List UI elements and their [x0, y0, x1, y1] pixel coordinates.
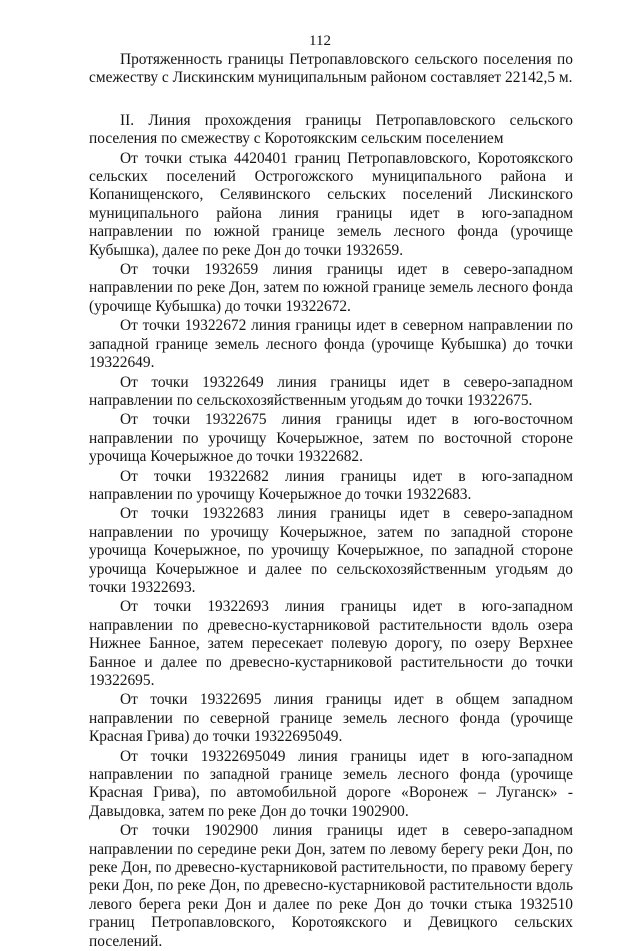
page-number: 112 — [309, 33, 331, 49]
boundary-paragraph: От точки стыка 4420401 границ Петропавловского, Коротоякского сельских поселений Острогожского муниципального района и Копанищенского, Селявинского сельских поселений Лискинского муниципального района линия границы идет в юго-западном направлении по южной границе земель лесного фонда (урочище Кубышка), далее по реке Дон до точки 1932659. — [89, 149, 573, 259]
boundary-paragraph: От точки 19322695049 линия границы идет в юго-западном направлении по западной границе земель лесного фонда (урочище Красная Грива), по автомобильной дороге «Воронеж – Луганск» - Давыдовка, затем по реке Дон до точки 1902900. — [89, 747, 573, 820]
intro-paragraph: Протяженность границы Петропавловского сельского поселения по смежеству с Лискинским муниципальным районом составляет 22142,5 м. — [89, 51, 573, 87]
boundary-paragraph: От точки 19322683 линия границы идет в северо-западном направлении по урочищу Кочерыжное, затем по западной стороне урочища Кочерыжное, по урочищу Кочерыжное, по западной стороне урочища Кочерыжное и далее по сельскохозяйственным угодьям до точки 19322693. — [89, 505, 573, 596]
boundary-paragraph: От точки 1902900 линия границы идет в северо-западном направлении по середине реки Дон, затем по левому берегу реки Дон, по реке Дон, по древесно-кустарниковой растительности, по правому берегу реки Дон, по реке Дон, по древесно-кустарниковой растительности вдоль левого берега реки Дон и далее по реке Дон до точки стыка 1932510 границ Петропавловского, Коротоякского и Девицкого сельских поселений. — [89, 822, 573, 950]
section-heading: II. Линия прохождения границы Петропавловского сельского поселения по смежеству с Коротоякским сельским поселением — [89, 111, 573, 148]
boundary-paragraph: От точки 19322682 линия границы идет в юго-западном направлении по урочищу Кочерыжное до точки 19322683. — [89, 467, 573, 503]
boundary-paragraph: От точки 19322693 линия границы идет в юго-западном направлении по древесно-кустарниковой растительности вдоль озера Нижнее Банное, затем пересекает полевую дорогу, по озеру Верхнее Банное и далее по древесно-кустарниковой растительности до точки 19322695. — [89, 598, 573, 689]
boundary-paragraph: От точки 19322649 линия границы идет в северо-западном направлении по сельскохозяйственным угодьям до точки 19322675. — [89, 373, 573, 409]
boundary-paragraph: От точки 19322672 линия границы идет в северном направлении по западной границе земель лесного фонда (урочище Кубышка) до точки 19322649. — [89, 317, 573, 372]
boundary-paragraph: От точки 1932659 линия границы идет в северо-западном направлении по реке Дон, затем по южной границе земель лесного фонда (урочище Кубышка) до точки 19322672. — [89, 261, 573, 315]
document-body — [89, 51, 573, 951]
boundary-paragraph: От точки 19322675 линия границы идет в юго-восточном направлении по урочищу Кочерыжное, затем по восточной стороне урочища Кочерыжное до точки 19322682. — [89, 411, 573, 466]
boundary-paragraph: От точки 19322695 линия границы идет в общем западном направлении по северной границе земель лесного фонда (урочище Красная Грива) до точки 19322695049. — [89, 691, 573, 746]
